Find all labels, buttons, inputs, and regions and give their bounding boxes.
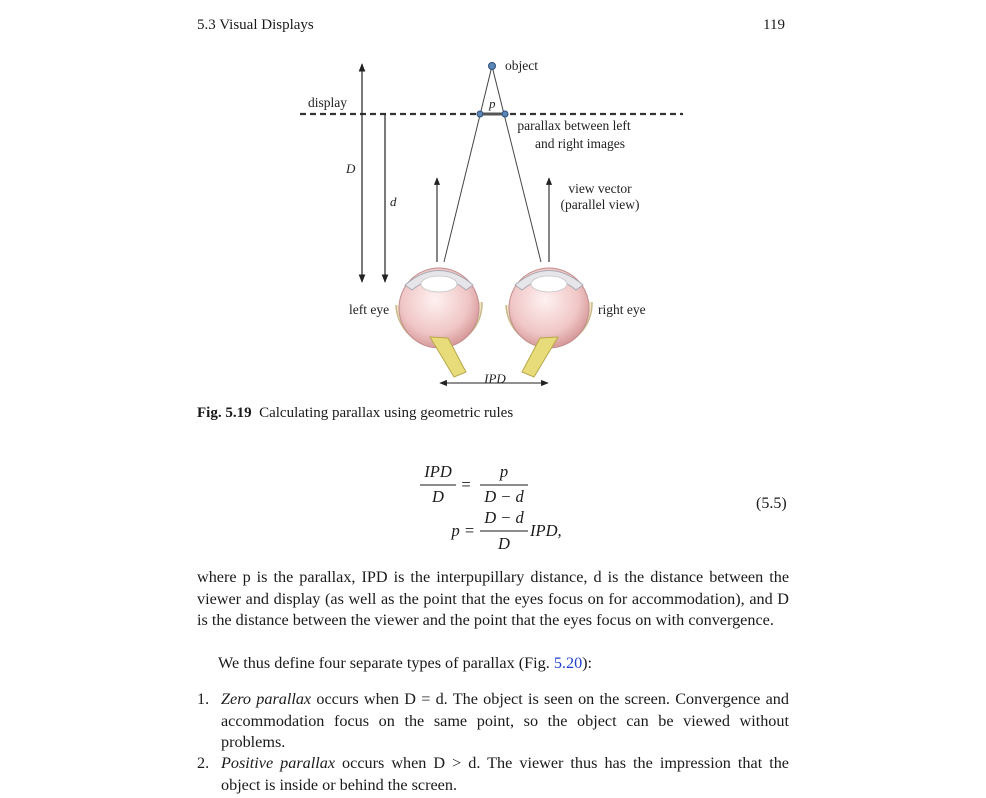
term-positive-parallax: Positive parallax: [221, 754, 336, 772]
label-D: D: [346, 161, 356, 176]
figure-5-20-link[interactable]: 5.20: [553, 654, 583, 672]
eq2-den: D: [498, 534, 510, 553]
label-ipd: IPD: [484, 371, 506, 386]
page-number: 119: [763, 17, 785, 33]
eq1-num1: IPD: [424, 462, 452, 481]
term-zero-parallax: Zero parallax: [221, 690, 312, 708]
eq2-lhs: p =: [451, 521, 475, 540]
eq1-num2: p: [499, 462, 509, 481]
figure-caption-text: Calculating parallax using geometric rules: [259, 405, 514, 421]
label-parallax-2: and right images: [535, 136, 625, 151]
label-right-eye: right eye: [598, 302, 646, 317]
eq2-rhs: IPD,: [530, 521, 562, 540]
label-display: display: [308, 95, 347, 110]
label-p: p: [489, 96, 496, 111]
label-d: d: [390, 194, 397, 209]
list-item: 2. Positive parallax occurs when D > d. The viewer thus has the impression that the object is inside or behind the screen.: [197, 754, 789, 794]
figure-caption-label: Fig. 5.19: [197, 405, 252, 421]
object-dot: [489, 63, 496, 70]
list-item: 1. Zero parallax occurs when D = d. The object is seen on the screen. Convergence and accommodation focus on the same point, so the object can be viewed without problems.: [197, 690, 789, 752]
right-eye-illustration: [506, 268, 592, 377]
label-view-vector-1: view vector: [568, 181, 632, 196]
label-parallax-1: parallax between left: [517, 118, 631, 133]
label-object: object: [505, 58, 538, 73]
eq1-den2: D − d: [484, 487, 524, 506]
running-header-section: 5.3 Visual Displays: [197, 17, 314, 33]
paragraph-definitions: where p is the parallax, IPD is the interpupillary distance, d is the distance between the viewer and display (as well as the point that the eyes focus on for accommodation), and D is the distance between the viewer and the point that the eyes focus on with convergence.: [197, 568, 789, 630]
eq1-equals: =: [461, 475, 471, 494]
label-view-vector-2: (parallel view): [560, 197, 640, 212]
label-left-eye: left eye: [349, 302, 390, 317]
paragraph-types-intro: We thus define four separate types of parallax (Fig. 5.20):: [218, 654, 593, 672]
eq2-num: D − d: [484, 508, 524, 527]
left-eye-illustration: [396, 268, 482, 377]
eq1-den1: D: [432, 487, 444, 506]
equation-5-5: [0, 455, 986, 555]
figure-caption: [197, 405, 513, 422]
equation-number: (5.5): [756, 495, 787, 512]
